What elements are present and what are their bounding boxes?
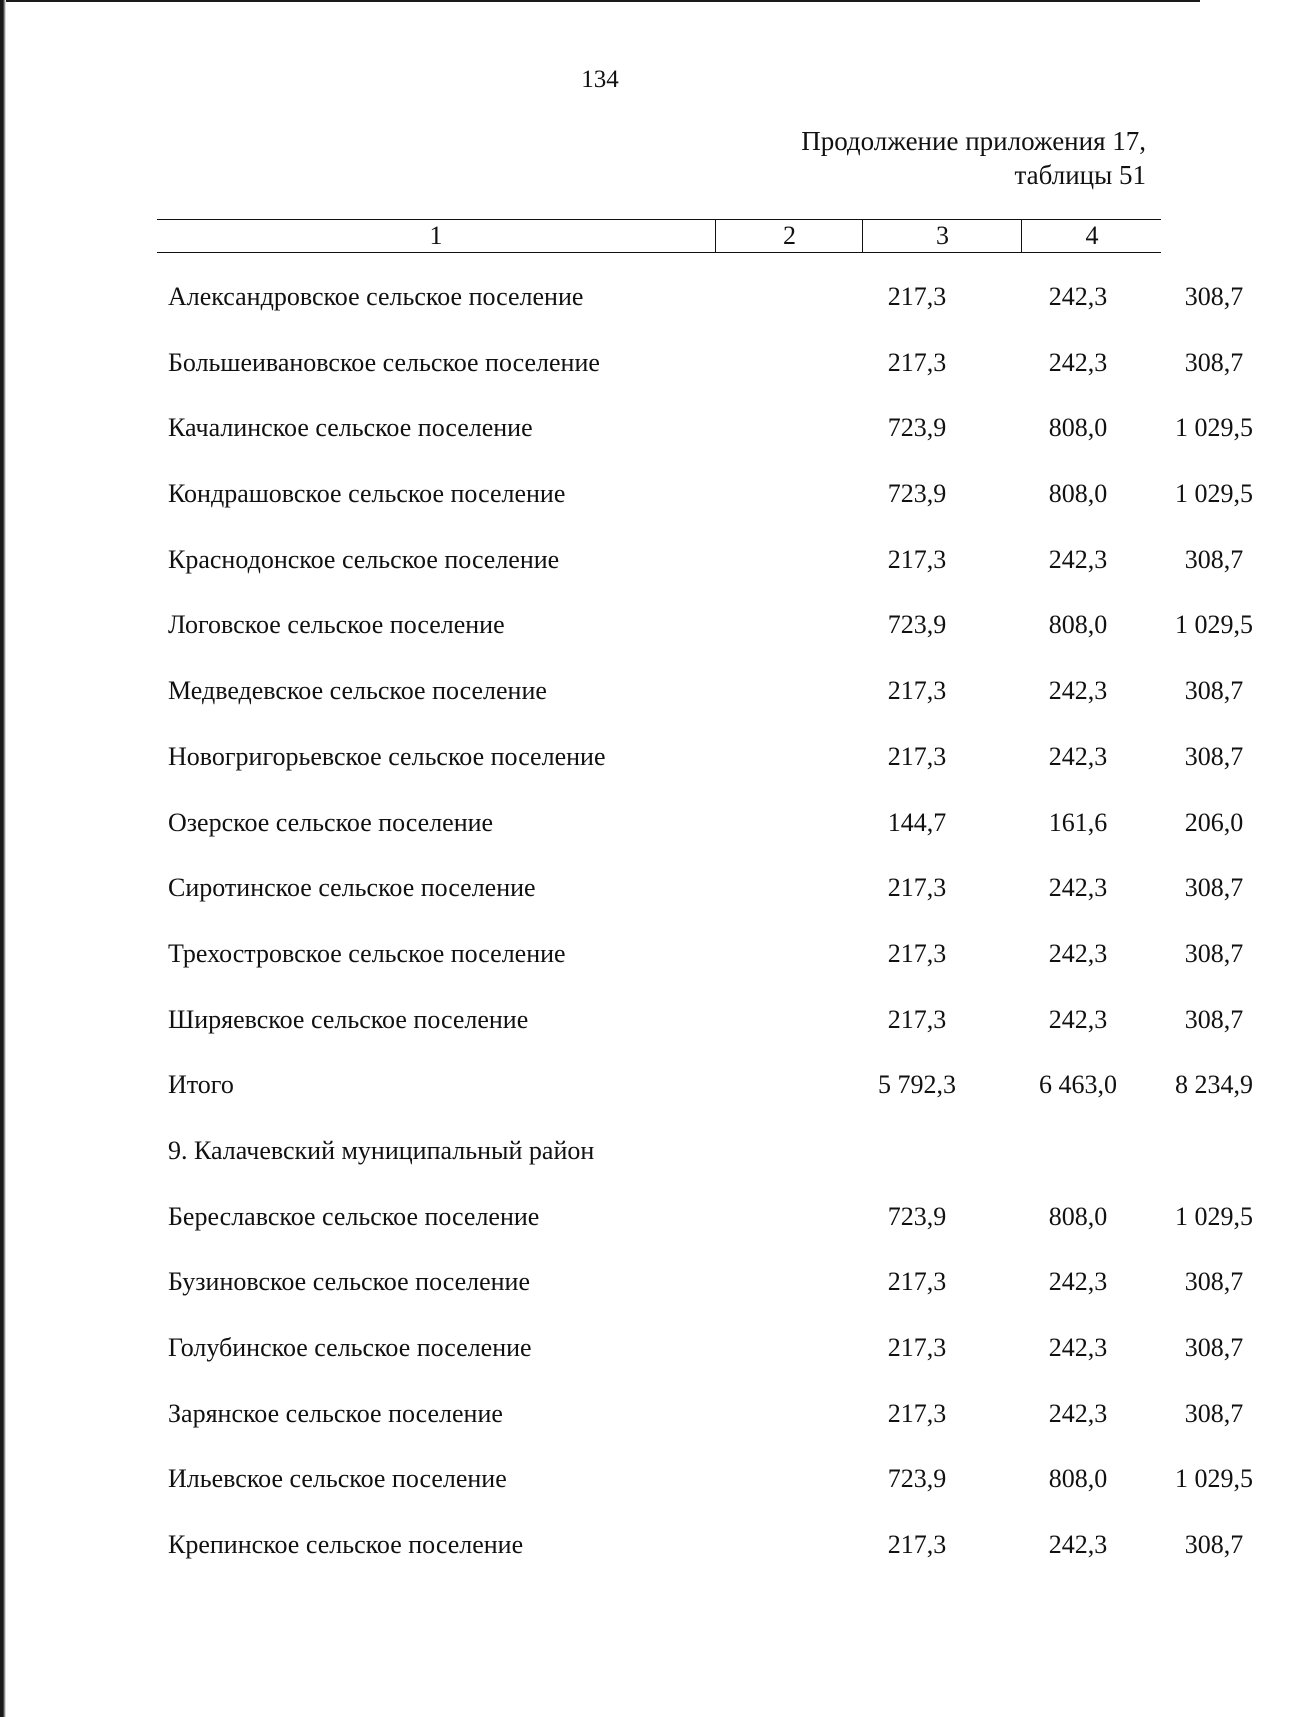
row-value-col-4: 308,7 — [1184, 1004, 1244, 1034]
row-value-col-2: 217,3 — [887, 1530, 947, 1560]
table-row — [168, 1450, 1253, 1516]
continuation-line-2: таблицы 51 — [1014, 160, 1146, 190]
row-name: Крепинское сельское поселение — [168, 1530, 524, 1560]
table-row — [168, 991, 1244, 1057]
row-value-col-4: 308,7 — [1184, 1530, 1244, 1560]
row-name: 9. Калачевский муниципальный район — [168, 1135, 595, 1165]
table-row — [168, 794, 1244, 860]
table-row — [168, 531, 1244, 597]
row-name: Бузиновское сельское поселение — [168, 1267, 530, 1297]
row-value-col-2: 217,3 — [887, 741, 947, 771]
continuation-note — [801, 124, 1146, 192]
row-value-col-3: 6 463,0 — [1039, 1070, 1117, 1100]
row-value-col-2: 217,3 — [887, 676, 947, 706]
row-value-col-4: 1 029,5 — [1175, 1464, 1253, 1494]
header-col-2: 2 — [715, 220, 863, 252]
row-name: Качалинское сельское поселение — [168, 413, 533, 443]
table-row — [168, 1188, 1253, 1254]
row-value-col-3: 242,3 — [1048, 282, 1108, 311]
row-value-col-2: 723,9 — [887, 479, 947, 509]
row-value-col-2: 217,3 — [887, 873, 947, 903]
row-value-col-4: 308,7 — [1184, 676, 1244, 706]
row-value-col-2: 723,9 — [887, 1464, 947, 1494]
row-value-col-3: 242,3 — [1048, 1267, 1108, 1297]
table-row — [168, 1516, 1244, 1582]
row-name: Зарянское сельское поселение — [168, 1398, 503, 1428]
row-value-col-2: 217,3 — [887, 1267, 947, 1297]
row-value-col-4: 308,7 — [1184, 544, 1244, 574]
row-name: Озерское сельское поселение — [168, 807, 494, 837]
row-value-col-2: 217,3 — [887, 347, 947, 377]
table-header — [157, 219, 1161, 253]
row-value-col-2: 217,3 — [887, 1398, 947, 1428]
row-name: Голубинское сельское поселение — [168, 1333, 532, 1362]
row-value-col-4: 1 029,5 — [1175, 610, 1253, 640]
row-value-col-2: 723,9 — [887, 1201, 947, 1231]
row-value-col-4: 1 029,5 — [1175, 413, 1253, 443]
table-row — [168, 465, 1253, 531]
row-name: Ильевское сельское поселение — [168, 1464, 507, 1494]
row-value-col-3: 161,6 — [1048, 807, 1108, 837]
row-value-col-4: 308,7 — [1184, 741, 1244, 771]
row-name: Новогригорьевское сельское поселение — [168, 741, 606, 771]
table-row — [168, 859, 1244, 925]
row-name: Сиротинское сельское поселение — [168, 873, 536, 903]
row-value-col-3: 242,3 — [1048, 1333, 1108, 1362]
row-value-col-3: 242,3 — [1048, 544, 1108, 574]
table-row — [168, 334, 1244, 400]
row-value-col-3: 242,3 — [1048, 938, 1108, 968]
row-value-col-3: 242,3 — [1048, 741, 1108, 771]
row-name: Медведевское сельское поселение — [168, 676, 547, 706]
row-value-col-2: 217,3 — [887, 282, 947, 311]
row-name: Трехостровское сельское поселение — [168, 938, 566, 968]
row-value-col-3: 242,3 — [1048, 873, 1108, 903]
row-value-col-2: 217,3 — [887, 938, 947, 968]
table-row — [168, 925, 1244, 991]
table-row — [168, 662, 1244, 728]
row-value-col-4: 308,7 — [1184, 873, 1244, 903]
row-value-col-3: 242,3 — [1048, 1398, 1108, 1428]
row-name: Краснодонское сельское поселение — [168, 544, 560, 574]
header-col-1: 1 — [429, 221, 443, 250]
row-value-col-2: 217,3 — [887, 544, 947, 574]
row-name: Логовское сельское поселение — [168, 610, 505, 640]
row-value-col-3: 808,0 — [1048, 1201, 1108, 1231]
row-value-col-3: 808,0 — [1048, 479, 1108, 509]
row-value-col-2: 5 792,3 — [878, 1070, 956, 1100]
row-value-col-3: 808,0 — [1048, 610, 1108, 640]
row-value-col-3: 242,3 — [1048, 347, 1108, 377]
row-value-col-2: 144,7 — [887, 807, 947, 837]
row-value-col-4: 1 029,5 — [1175, 479, 1253, 509]
scan-edge-left — [0, 0, 6, 1717]
row-value-col-4: 308,7 — [1184, 282, 1244, 311]
row-value-col-4: 308,7 — [1184, 1267, 1244, 1297]
row-value-col-3: 808,0 — [1048, 413, 1108, 443]
table-row — [168, 1319, 1244, 1385]
table-row — [168, 596, 1253, 662]
row-value-col-4: 206,0 — [1184, 807, 1244, 837]
row-value-col-4: 1 029,5 — [1175, 1201, 1253, 1231]
page-number: 134 — [581, 66, 619, 93]
row-name: Александровское сельское поселение — [168, 282, 584, 311]
table-row — [168, 1385, 1244, 1451]
row-name: Береславское сельское поселение — [168, 1201, 540, 1231]
table-row — [168, 1253, 1244, 1319]
table-row — [168, 268, 1244, 334]
row-name: Большеивановское сельское поселение — [168, 347, 600, 377]
row-value-col-4: 308,7 — [1184, 1333, 1244, 1362]
row-value-col-3: 242,3 — [1048, 1004, 1108, 1034]
row-name: Итого — [168, 1070, 234, 1100]
scan-edge-top — [0, 0, 1200, 2]
header-col-4: 4 — [1021, 220, 1162, 252]
row-value-col-4: 8 234,9 — [1175, 1070, 1253, 1100]
table-row — [168, 399, 1253, 465]
row-name: Кондрашовское сельское поселение — [168, 479, 566, 509]
table-body — [168, 268, 1253, 1582]
row-value-col-2: 217,3 — [887, 1004, 947, 1034]
row-value-col-4: 308,7 — [1184, 938, 1244, 968]
row-value-col-4: 308,7 — [1184, 1398, 1244, 1428]
row-value-col-3: 808,0 — [1048, 1464, 1108, 1494]
row-value-col-2: 723,9 — [887, 413, 947, 443]
table-row — [168, 1056, 1253, 1122]
row-value-col-2: 217,3 — [887, 1333, 947, 1362]
table-row — [168, 728, 1244, 794]
row-value-col-4: 308,7 — [1184, 347, 1244, 377]
row-name: Ширяевское сельское поселение — [168, 1004, 529, 1034]
header-col-3: 3 — [862, 220, 1022, 252]
continuation-line-1: Продолжение приложения 17, — [801, 126, 1146, 156]
row-value-col-2: 723,9 — [887, 610, 947, 640]
row-value-col-3: 242,3 — [1048, 676, 1108, 706]
table-row — [168, 1122, 1168, 1188]
row-value-col-3: 242,3 — [1048, 1530, 1108, 1560]
